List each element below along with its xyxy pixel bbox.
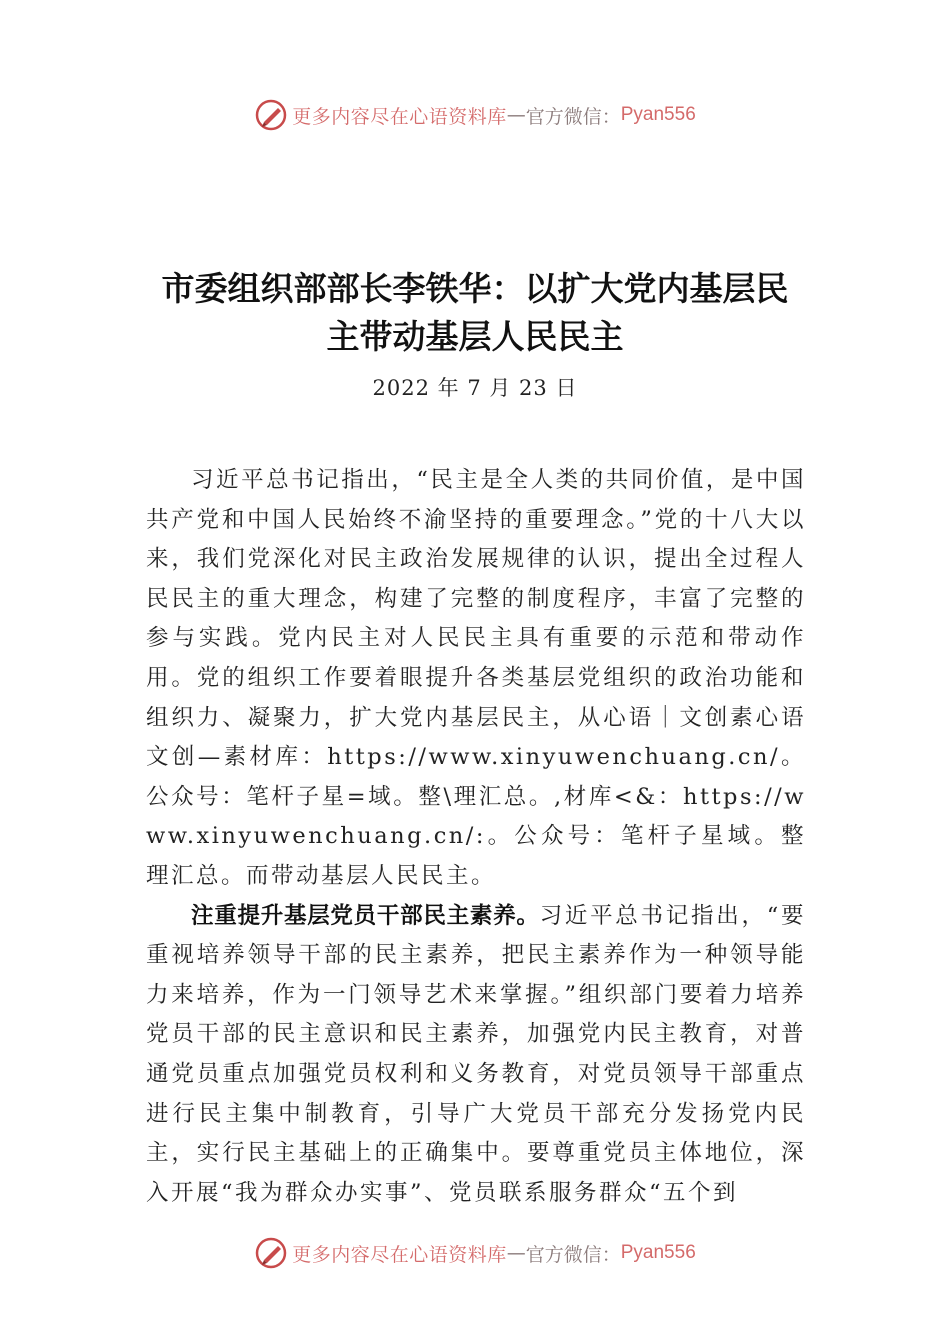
footer-banner [0,1233,950,1273]
banner-wechat-id: Pyan556 [620,1242,696,1263]
banner-dash: — [506,104,526,126]
title-line-2: 主带动基层人民民主 [326,317,624,356]
pen-logo-icon [254,98,288,132]
banner-wechat-label: 官方微信： [525,1243,621,1266]
document-body [146,461,806,1213]
title-line-1: 市委组织部部长李铁华：以扩大党内基层民 [161,269,789,308]
paragraph-2 [146,897,806,1214]
banner-main-text: 更多内容尽在心语资料库 [292,1243,507,1266]
pen-logo-icon [254,1236,288,1270]
paragraph-1: 习近平总书记指出，“民主是全人类的共同价值，是中国共产党和中国人民始终不渝坚持的重要理念。”党的十八大以来，我们党深化对民主政治发展规律的认识，提出全过程人民民主的重大理念，构建了完整的制度程序，丰富了完整的参与实践。党内民主对人民民主具有重要的示范和带动作用。党的组织工作要着眼提升各类基层党组织的政治功能和组织力、凝聚力，扩大党内基层民主，从心语｜文创素心语文创—素材库：https://www.xinyuwenchuang.cn/。公众号：笔杆子星=域。整\理汇总。,材库<&：https://www.xinyuwenchuang.cn/:。公众号：笔杆子星域。整理汇总。而带动基层人民民主。 [146,467,806,889]
header-banner [0,95,950,135]
document-date: 2022 年 7 月 23 日 [372,376,578,400]
banner-wechat-id: Pyan556 [620,104,696,125]
banner-dash: — [506,1242,526,1264]
paragraph-2-lead: 注重提升基层党员干部民主素养。 [191,902,540,929]
banner-wechat-label: 官方微信： [525,105,621,128]
document-title [0,265,950,361]
banner-main-text: 更多内容尽在心语资料库 [292,105,507,128]
paragraph-2-rest: 习近平总书记指出，“要重视培养领导干部的民主素养，把民主素养作为一种领导能力来培养，作为一门领导艺术来掌握。”组织部门要着力培养党员干部的民主意识和民主素养，加强党内民主教育，对普通党员重点加强党员权利和义务教育，对党员领导干部重点进行民主集中制教育，引导广大党员干部充分发扬党内民主，实行民主基础上的正确集中。要尊重党员主体地位，深入开展“我为群众办实事”、党员联系服务群众“五个到 [146,902,806,1206]
